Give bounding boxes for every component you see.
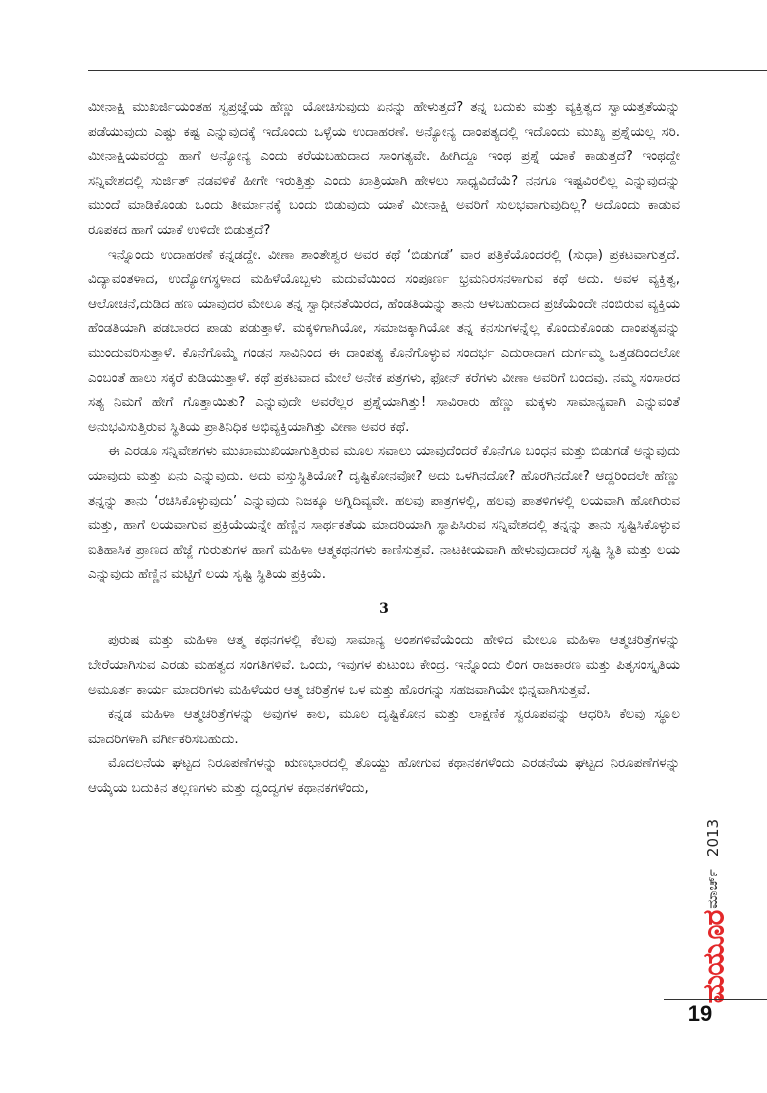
issue-year-box [698,808,728,868]
footer-rule [664,999,767,1000]
paragraph: ಈ ಎರಡೂ ಸನ್ನಿವೇಶಗಳು ಮುಖಾಮುಖಿಯಾಗುತ್ತಿರುವ ಮೂಲ ಸವಾಲು ಯಾವುದೆಂದರೆ ಕೊನೆಗೂ ಬಂಧನ ಮತ್ತು ಬಿಡುಗಡೆ ಅನ್ನುವುದು ಯಾವುದು ಮತ್ತು ಏನು ಎನ್ನುವುದು. ಅದು ವಸ್ತುಸ್ಥಿತಿಯೋ? ದೃಷ್ಟಿಕೋನವೋ? ಅದು ಒಳಗಿನದೋ? ಹೊರಗಿನದೋ? ಆದ್ದರಿಂದಲೇ ಹೆಣ್ಣು ತನ್ನನ್ನು ತಾನು ‘ರಚಿಸಿಕೊಳ್ಳುವುದು’ ಎನ್ನುವುದು ನಿಜಕ್ಕೂ ಅಗ್ನಿದಿವ್ಯವೇ. ಹಲವು ಪಾತ್ರಗಳಲ್ಲಿ, ಹಲವು ಪಾತಳಿಗಳಲ್ಲಿ ಲಯವಾಗಿ ಹೋಗಿರುವ ಮತ್ತು, ಹಾಗೆ ಲಯವಾಗುವ ಪ್ರಕ್ರಿಯೆಯನ್ನೇ ಹೆಣ್ಣಿನ ಸಾರ್ಥಕತೆಯ ಮಾದರಿಯಾಗಿ ಸ್ಥಾಪಿಸಿರುವ ಸನ್ನಿವೇಶದಲ್ಲಿ ತನ್ನನ್ನು ತಾನು ಸೃಷ್ಟಿಸಿಕೊಳ್ಳುವ ಐತಿಹಾಸಿಕ ಪ್ರಾಣದ ಹೆಜ್ಜೆ ಗುರುತುಗಳ ಹಾಗೆ ಮಹಿಳಾ ಆತ್ಮಕಥನಗಳು ಕಾಣಿಸುತ್ತವೆ. ನಾಟಕೀಯವಾಗಿ ಹೇಳುವುದಾದರೆ ಸೃಷ್ಟಿ ಸ್ಥಿತಿ ಮತ್ತು ಲಯ ಎನ್ನುವುದು ಹೆಣ್ಣಿನ ಮಟ್ಟಿಗೆ ಲಯ ಸೃಷ್ಟಿ ಸ್ಥಿತಿಯ ಪ್ರಕ್ರಿಯೆ. [88,444,680,583]
issue-month-box [698,870,728,908]
paragraph: ಇನ್ನೊಂದು ಉದಾಹರಣೆ ಕನ್ನಡದ್ದೇ. ವೀಣಾ ಶಾಂತೇಶ್ವರ ಅವರ ಕಥೆ ‘ಬಿಡುಗಡೆ’ ವಾರ ಪತ್ರಿಕೆಯೊಂದರಲ್ಲಿ (ಸುಧಾ) ಪ್ರಕಟವಾಗುತ್ತದೆ. ವಿದ್ಯಾವಂತಳಾದ, ಉದ್ಯೋಗಸ್ಥಳಾದ ಮಹಿಳೆಯೊಬ್ಬಳು ಮದುವೆಯಿಂದ ಸಂಪೂರ್ಣ ಭ್ರಮನಿರಸನಳಾಗುವ ಕಥೆ ಅದು. ಅವಳ ವ್ಯಕ್ತಿತ್ವ, ಆಲೋಚನೆ,ದುಡಿದ ಹಣ ಯಾವುದರ ಮೇಲೂ ತನ್ನ ಸ್ವಾಧೀನತೆಯಿರದ, ಹೆಂಡತಿಯನ್ನು ತಾನು ಆಳಬಹುದಾದ ಪ್ರಜೆಯೆಂದೇ ನಂಬಿರುವ ವ್ಯಕ್ತಿಯ ಹೆಂಡತಿಯಾಗಿ ಪಡಬಾರದ ಪಾಡು ಪಡುತ್ತಾಳೆ. ಮಕ್ಕಳಿಗಾಗಿಯೋ, ಸಮಾಜಕ್ಕಾಗಿಯೋ ತನ್ನ ಕನಸುಗಳನ್ನೆಲ್ಲ ಕೊಂದುಕೊಂಡು ದಾಂಪತ್ಯವನ್ನು ಮುಂದುವರಿಸುತ್ತಾಳೆ. ಕೊನೆಗೊಮ್ಮೆ ಗಂಡನ ಸಾವಿನಿಂದ ಈ ದಾಂಪತ್ಯ ಕೊನೆಗೊಳ್ಳುವ ಸಂದರ್ಭ ಎದುರಾದಾಗ ದುರ್ಗಮ್ಮ ಒತ್ತಡದಿಂದಲೋ ಎಂಬಂತೆ ಹಾಲು ಸಕ್ಕರೆ ಕುಡಿಯುತ್ತಾಳೆ. ಕಥೆ ಪ್ರಕಟವಾದ ಮೇಲೆ ಅನೇಕ ಪತ್ರಗಳು, ಫೋನ್ ಕರೆಗಳು ವೀಣಾ ಅವರಿಗೆ ಬಂದವು. ನಮ್ಮ ಸಂಸಾರದ ಸತ್ಯ ನಿಮಗೆ ಹೇಗೆ ಗೊತ್ತಾಯಿತು? ಎನ್ನುವುದೇ ಅವರೆಲ್ಲರ ಪ್ರಶ್ನೆಯಾಗಿತ್ತು! ಸಾವಿರಾರು ಹೆಣ್ಣು ಮಕ್ಕಳು ಸಾಮಾನ್ಯವಾಗಿ ಎನ್ನುವಂತೆ ಅನುಭವಿಸುತ್ತಿರುವ ಸ್ಥಿತಿಯ ಪ್ರಾತಿನಿಧಿಕ ಅಭಿವ್ಯಕ್ತಿಯಾಗಿತ್ತು ವೀಣಾ ಅವರ ಕಥೆ. [88,247,680,435]
magazine-logo [688,908,740,1006]
paragraph: ಮೊದಲನೆಯ ಘಟ್ಟದ ನಿರೂಪಣೆಗಳನ್ನು ಋಣಭಾರದಲ್ಲಿ ತೊಯ್ದು ಹೋಗುವ ಕಥಾನಕಗಳೆಂದು ಎರಡನೆಯ ಘಟ್ಟದ ನಿರೂಪಣೆಗಳನ್ನು ಆಯ್ಕೆಯ ಬದುಕಿನ ತಲ್ಲಣಗಳು ಮತ್ತು ದ್ವಂದ್ವಗಳ ಕಥಾನಕಗಳೆಂದು, [88,756,680,797]
issue-year: 2013 [704,818,722,858]
magazine-logo-text: ಮಯೂರ [696,910,732,1004]
page-number: 19 [687,1001,713,1026]
paragraph: ಮೀನಾಕ್ಷಿ ಮುಖರ್ಜಿಯಂತಹ ಸ್ವಪ್ರಜ್ಞೆಯ ಹೆಣ್ಣು ಯೋಚಿಸುವುದು ಏನನ್ನು ಹೇಳುತ್ತದೆ? ತನ್ನ ಬದುಕು ಮತ್ತು ವ್ಯಕ್ತಿತ್ವದ ಸ್ವಾಯತ್ತತೆಯನ್ನು ಪಡೆಯುವುದು ಎಷ್ಟು ಕಷ್ಟ ಎನ್ನುವುದಕ್ಕೆ ಇದೊಂದು ಒಳ್ಳೆಯ ಉದಾಹರಣೆ. ಅನ್ಯೋನ್ಯ ದಾಂಪತ್ಯದಲ್ಲಿ ಇದೊಂದು ಮುಖ್ಯ ಪ್ರಶ್ನೆಯಲ್ಲ ಸರಿ. ಮೀನಾಕ್ಷಿಯವರದ್ದು ಹಾಗೆ ಅನ್ಯೋನ್ಯ ಎಂದು ಕರೆಯಬಹುದಾದ ಸಾಂಗತ್ಯವೇ. ಹೀಗಿದ್ದೂ ಇಂಥ ಪ್ರಶ್ನೆ ಯಾಕೆ ಕಾಡುತ್ತದೆ? ಇಂಥದ್ದೇ ಸನ್ನಿವೇಶದಲ್ಲಿ ಸುರ್ಜಿತ್ ನಡವಳಿಕೆ ಹೀಗೇ ಇರುತ್ತಿತ್ತು ಎಂದು ಖಾತ್ರಿಯಾಗಿ ಹೇಳಲು ಸಾಧ್ಯವಿದೆಯೆ? ನನಗೂ ಇಷ್ಟವಿರಲಿಲ್ಲ ಎನ್ನುವುದನ್ನು ಮುಂದೆ ಮಾಡಿಕೊಂಡು ಒಂದು ತೀರ್ಮಾನಕ್ಕೆ ಬಂದು ಬಿಡುವುದು ಯಾಕೆ ಮೀನಾಕ್ಷಿ ಅವರಿಗೆ ಸುಲಭವಾಗುವುದಿಲ್ಲ? ಅದೊಂದು ಕಾಡುವ ರೂಪಕದ ಹಾಗೆ ಯಾಕೆ ಉಳಿದೇ ಬಿಡುತ್ತದೆ? [88,100,680,238]
paragraph: ಪುರುಷ ಮತ್ತು ಮಹಿಳಾ ಆತ್ಮ ಕಥನಗಳಲ್ಲಿ ಕೆಲವು ಸಾಮಾನ್ಯ ಅಂಶಗಳಿವೆಯೆಂದು ಹೇಳಿದ ಮೇಲೂ ಮಹಿಳಾ ಆತ್ಮಚರಿತ್ರೆಗಳನ್ನು ಬೇರೆಯಾಗಿಸುವ ಎರಡು ಮಹತ್ವದ ಸಂಗತಿಗಳಿವೆ. ಒಂದು, ಇವುಗಳ ಕುಟುಂಬ ಕೇಂದ್ರ. ಇನ್ನೊಂದು ಲಿಂಗ ರಾಜಕಾರಣ ಮತ್ತು ಪಿತೃಸಂಸ್ಕೃತಿಯ ಅಮೂರ್ತ ಕಾರ್ಯ ಮಾದರಿಗಳು ಮಹಿಳೆಯರ ಆತ್ಮ ಚರಿತ್ರೆಗಳ ಒಳ ಮತ್ತು ಹೊರಗನ್ನು ಸಹಜವಾಗಿಯೇ ಭಿನ್ನವಾಗಿಸುತ್ತವೆ. [88,633,680,698]
header-rule [88,70,767,71]
paragraph: ಕನ್ನಡ ಮಹಿಳಾ ಆತ್ಮಚರಿತ್ರೆಗಳನ್ನು ಅವುಗಳ ಕಾಲ, ಮೂಲ ದೃಷ್ಟಿಕೋನ ಮತ್ತು ಲಾಕ್ಷಣಿಕ ಸ್ವರೂಪವನ್ನು ಆಧರಿಸಿ ಕೆಲವು ಸ್ಥೂಲ ಮಾದರಿಗಳಾಗಿ ವರ್ಗೀಕರಿಸಬಹುದು. [88,707,680,747]
article-body [88,96,680,802]
issue-month: ಮಾರ್ಚ್ [705,869,721,909]
magazine-sidebar [684,808,744,1004]
section-number: 3 [379,600,389,617]
